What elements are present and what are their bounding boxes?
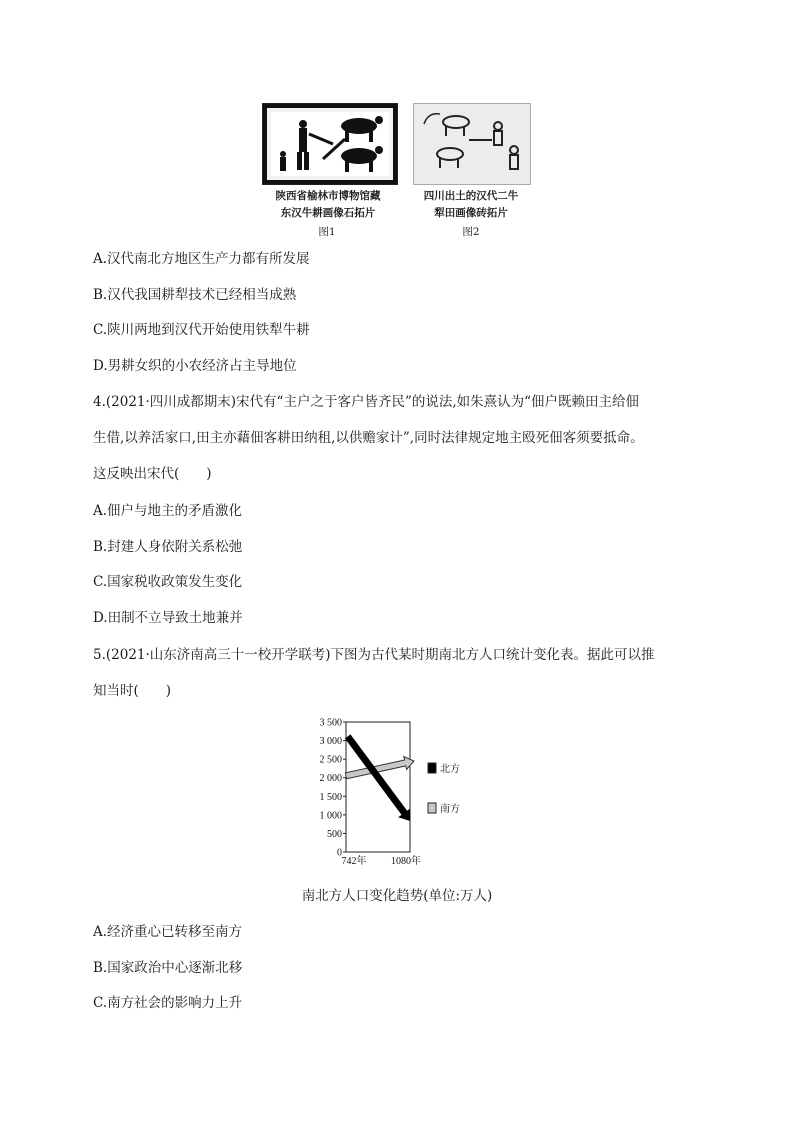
population-chart xyxy=(300,712,500,872)
figure-1-caption xyxy=(252,188,404,222)
figure-2-rubbing xyxy=(413,103,531,185)
figure-2-caption xyxy=(404,188,538,222)
x-tick-label: 1080年 xyxy=(391,856,421,867)
q3-option-a: A.汉代南北方地区生产力都有所发展 xyxy=(93,251,310,267)
y-tick-label: 3 000 xyxy=(319,736,342,748)
legend-label: 南方 xyxy=(440,804,460,815)
q4-stem-line-3: 这反映出宋代( ) xyxy=(93,466,212,482)
y-tick-label: 1 000 xyxy=(319,810,342,822)
series-north-arrow xyxy=(346,735,410,820)
q5-option-b: B.国家政治中心逐渐北移 xyxy=(93,960,243,976)
q4-option-c: C.国家税收政策发生变化 xyxy=(93,574,243,590)
population-chart-svg xyxy=(300,712,500,872)
legend-swatch xyxy=(428,803,436,813)
y-tick-label: 0 xyxy=(337,847,342,859)
x-tick-label: 742年 xyxy=(341,856,367,867)
plowing-rubbing-icon xyxy=(263,104,397,184)
legend-swatch xyxy=(428,763,436,773)
q5-stem-line-1: 5.(2021·山东济南高三十一校开学联考)下图为古代某时期南北方人口统计变化表。据此可以推 xyxy=(93,647,655,663)
figure-2-label: 图2 xyxy=(462,226,480,238)
q3-option-b: B.汉代我国耕犁技术已经相当成熟 xyxy=(93,287,297,303)
two-ox-plowing-icon xyxy=(414,104,530,184)
q4-stem-line-1: 4.(2021·四川成都期末)宋代有“主户之于客户皆齐民”的说法,如朱熹认为“佃户既赖田主给佃 xyxy=(93,394,640,410)
figure-1-label: 图1 xyxy=(318,226,336,238)
q4-stem-line-2: 生借,以养活家口,田主亦藉佃客耕田纳租,以供赡家计”,同时法律规定地主殴死佃客须要抵命。 xyxy=(93,430,644,446)
q5-option-c: C.南方社会的影响力上升 xyxy=(93,995,243,1011)
figure-1-caption-line: 东汉牛耕画像石拓片 xyxy=(280,207,376,219)
q3-option-d: D.男耕女织的小农经济占主导地位 xyxy=(93,358,297,374)
figure-1-rubbing xyxy=(262,103,398,185)
q4-option-a: A.佃户与地主的矛盾激化 xyxy=(93,503,243,519)
q4-option-d: D.田制不立导致土地兼并 xyxy=(93,610,243,626)
y-tick-label: 2 000 xyxy=(319,773,342,785)
q5-option-a: A.经济重心已转移至南方 xyxy=(93,924,243,940)
y-tick-label: 500 xyxy=(327,828,342,840)
figure-1-caption-line: 陕西省榆林市博物馆藏 xyxy=(275,190,381,202)
q3-option-c: C.陕川两地到汉代开始使用铁犁牛耕 xyxy=(93,322,310,338)
legend-label: 北方 xyxy=(440,764,460,775)
figure-2-caption-line: 犁田画像砖拓片 xyxy=(434,207,508,219)
chart-title: 南北方人口变化趋势(单位:万人) xyxy=(301,888,493,904)
q4-option-b: B.封建人身依附关系松弛 xyxy=(93,539,243,555)
q5-stem-line-2: 知当时( ) xyxy=(93,683,172,699)
y-tick-label: 1 500 xyxy=(319,791,342,803)
y-tick-label: 3 500 xyxy=(319,717,342,729)
figure-2-caption-line: 四川出土的汉代二牛 xyxy=(423,190,519,202)
y-tick-label: 2 500 xyxy=(319,754,342,766)
